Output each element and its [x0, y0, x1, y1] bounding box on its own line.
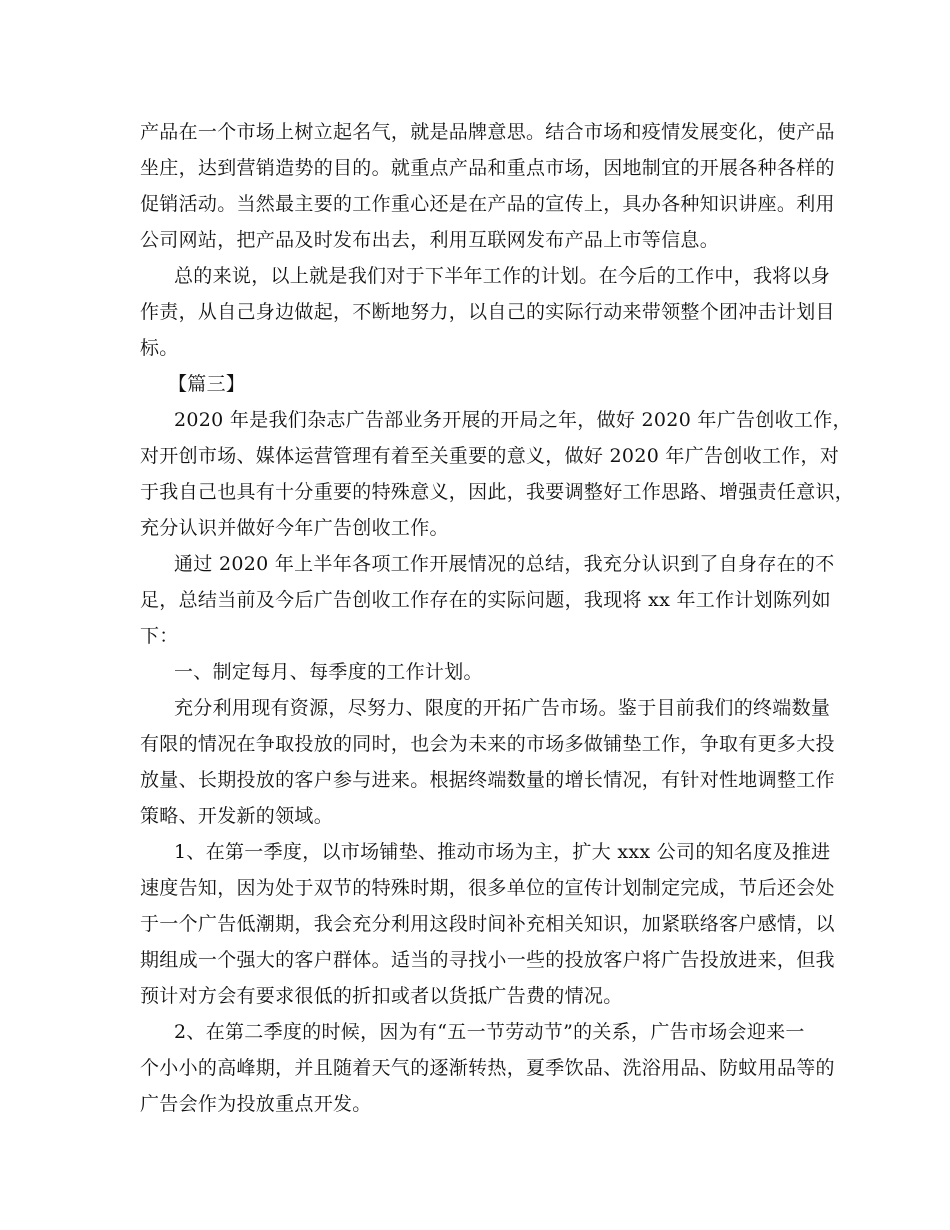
text-line: 足，总结当前及今后广告创收工作存在的实际问题，我现将 xx 年工作计划陈列如 [140, 589, 831, 611]
text-line: 作责，从自己身边做起，不断地努力，以自己的实际行动来带领整个团冲击计划目 [140, 301, 835, 323]
text-line: 有限的情况在争取投放的同时，也会为未来的市场多做铺垫工作，争取有更多大投 [140, 733, 835, 755]
text-line: 2、在第二季度的时候，因为有“五一节劳动节”的关系，广告市场会迎来一 [174, 1021, 805, 1043]
text-line: 于我自己也具有十分重要的特殊意义，因此，我要调整好工作思路、增强责任意识， [140, 481, 855, 503]
text-line: 坐庄，达到营销造势的目的。就重点产品和重点市场，因地制宜的开展各种各样的 [140, 157, 835, 179]
text-line: 促销活动。当然最主要的工作重心还是在产品的宣传上，具办各种知识讲座。利用 [140, 193, 835, 215]
text-line: 速度告知，因为处于双节的特殊时期，很多单位的宣传计划制定完成，节后还会处 [140, 877, 835, 899]
text-line: 个小小的高峰期，并且随着天气的逐渐转热，夏季饮品、洗浴用品、防蚊用品等的 [140, 1057, 835, 1079]
text-line: 公司网站，把产品及时发布出去，利用互联网发布产品上市等信息。 [140, 229, 720, 251]
text-line: 于一个广告低潮期，我会充分利用这段时间补充相关知识，加紧联络客户感情，以 [140, 913, 835, 935]
text-line: 下： [140, 625, 179, 647]
text-line: 通过 2020 年上半年各项工作开展情况的总结，我充分认识到了自身存在的不 [174, 553, 835, 575]
text-line: 期组成一个强大的客户群体。适当的寻找小一些的投放客户将广告投放进来，但我 [140, 949, 835, 971]
text-line: 预计对方会有要求很低的折扣或者以货抵广告费的情况。 [140, 985, 623, 1007]
text-line: 广告会作为投放重点开发。 [140, 1093, 372, 1115]
section-heading: 【篇三】 [168, 373, 246, 395]
text-line: 1、在第一季度，以市场铺垫、推动市场为主，扩大 xxx 公司的知名度及推进 [174, 841, 831, 863]
text-line: 对开创市场、媒体运营管理有着至关重要的意义，做好 2020 年广告创收工作，对 [140, 445, 840, 467]
text-line: 充分利用现有资源，尽努力、限度的开拓广告市场。鉴于目前我们的终端数量 [174, 697, 831, 719]
text-line: 放量、长期投放的客户参与进来。根据终端数量的增长情况，有针对性地调整工作 [140, 769, 835, 791]
document-body [140, 114, 855, 1122]
text-line: 一、制定每月、每季度的工作计划。 [174, 661, 483, 683]
text-line: 2020 年是我们杂志广告部业务开展的开局之年，做好 2020 年广告创收工作， [174, 409, 852, 431]
text-line: 总的来说，以上就是我们对于下半年工作的计划。在今后的工作中，我将以身 [174, 265, 831, 287]
text-line: 充分认识并做好今年广告创收工作。 [140, 517, 449, 539]
text-line: 标。 [140, 337, 179, 359]
text-line: 策略、开发新的领域。 [140, 805, 334, 827]
text-line: 产品在一个市场上树立起名气，就是品牌意思。结合市场和疫情发展变化，使产品 [140, 121, 835, 143]
